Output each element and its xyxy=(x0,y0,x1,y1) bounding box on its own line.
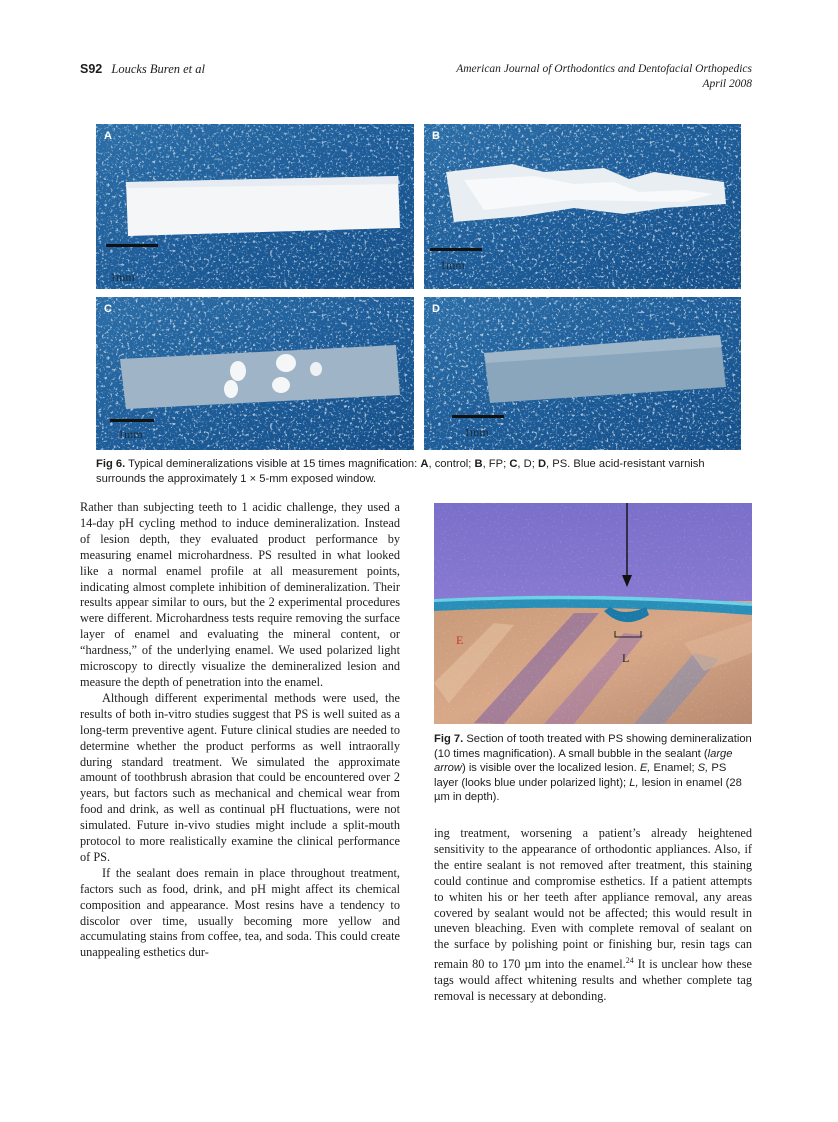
header-right xyxy=(456,62,752,92)
panel-b-letter: B xyxy=(432,130,440,142)
page-number: S92 xyxy=(80,62,103,76)
issue-date: April 2008 xyxy=(702,78,752,90)
body-column-right xyxy=(434,826,752,1005)
figure6-caption-b: B xyxy=(474,458,483,470)
figure7-label: Fig 7. xyxy=(434,733,464,745)
figure7-caption-italic-2: E, xyxy=(639,762,651,774)
figure6-caption-text-5: , PS. Blue acid-resistant varnish surrounds the approximately 1 × 5-mm exposed window. xyxy=(96,458,705,485)
header-authors: Loucks Buren et al xyxy=(111,62,205,76)
panel-c-letter: C xyxy=(104,303,112,315)
reference-superscript: 24 xyxy=(625,956,634,966)
figure7-image xyxy=(434,503,752,724)
body-column-left xyxy=(80,500,400,961)
body-paragraph: Rather than subjecting teeth to 1 acidic challenge, they used a 14-day pH cycling method to induce demineralization. Instead of lesion depth, they evaluated product performance by measuring enamel microhardness. PS resulted in what looked like a normal enamel profile at all measurement points, indicating almost complete inhibition of demineralization. Their results appear similar to ours, but the 2 experimental procedures were different. Microhardness tests require removing the surface layer of enamel and evaluating the mineral content, or “hardness,” of the underlying enamel. We used polarized light microscopy to directly visualize the demineralized lesion and measure the depth of penetration into the enamel. xyxy=(80,500,400,689)
figure7-caption-text-1: Section of tooth treated with PS showing demineralization (10 times magnification). A small bubble in the sealant ( xyxy=(434,733,752,760)
figure6-panel-a xyxy=(96,124,414,289)
panel-c-scale: 1mm xyxy=(118,427,143,441)
body-paragraph: Although different experimental methods were used, the results of both in-vitro studies suggest that PS is well suited as a long-term preventive agent. Future clinical studies are needed to determine whether the product performs as well intraorally during standard treatment. We simulated the approximate amount of toothbrush abrasion that could be encountered over 2 years, but factors such as mechanical and chemical wear from food and drink, as well as continual pH fluctuations, were not simulated. Future in-vivo studies might include a split-mouth protocol to more realistically examine the clinical performance of PS. xyxy=(80,690,400,864)
figure7-caption-italic-1: large arrow xyxy=(434,747,733,774)
figure6-caption-d: D xyxy=(537,458,547,470)
body-paragraph xyxy=(434,826,752,1005)
header-left xyxy=(80,62,205,77)
figure6-panel-d xyxy=(424,297,741,450)
figure7-caption-italic-4: L, xyxy=(629,776,639,789)
body-text-run: It is unclear how these tags would affect whitening results and whether complete tag removal is necessary at debonding. xyxy=(434,957,752,1004)
running-header xyxy=(80,60,752,94)
figure7-caption-text-5: lesion in enamel (28 µm in depth). xyxy=(434,776,742,803)
panel-d-scale: 1mm xyxy=(464,425,489,439)
panel-b-scale: 1mm xyxy=(440,258,465,272)
panel-c-image xyxy=(96,297,414,450)
figure6-caption-text-4: , D; xyxy=(517,458,538,470)
panel-a-letter: A xyxy=(104,130,112,142)
panel-d-letter: D xyxy=(432,303,440,315)
figure7-caption-text-2: ) is visible over the localized lesion. xyxy=(461,762,640,774)
figure6-caption xyxy=(96,457,742,486)
journal-title: American Journal of Orthodontics and Dentofacial Orthopedics xyxy=(456,63,752,75)
figure6-caption-a: A xyxy=(420,458,429,470)
figure7-caption xyxy=(434,732,752,805)
body-paragraph: If the sealant does remain in place throughout treatment, factors such as food, drink, and pH might affect its chemical composition and appearance. Most resins have a tendency to discolor over time, usually becoming more yellow and accumulating stains from coffee, tea, and soda. This could create unappealing esthetics dur- xyxy=(80,865,400,960)
figure6-caption-text-2: , control; xyxy=(428,458,475,470)
figure7-label-enamel: E xyxy=(456,633,464,647)
figure7-label-lesion: L xyxy=(622,651,630,665)
figure6-panel-c xyxy=(96,297,414,450)
panel-b-image xyxy=(424,124,741,289)
figure7-caption-text-3: Enamel; xyxy=(650,762,698,774)
figure7-micrograph xyxy=(434,503,752,724)
figure6-label: Fig 6. xyxy=(96,458,126,470)
figure6-panel-b xyxy=(424,124,741,289)
figure7-caption-text-4: PS layer (looks blue under polarized light); xyxy=(434,762,727,789)
panel-a-scale: 1mm xyxy=(110,270,135,284)
figure6-caption-c: C xyxy=(509,458,518,470)
figure7-caption-italic-3: S, xyxy=(697,762,709,774)
figure6-caption-text-3: , FP; xyxy=(482,458,510,470)
body-text-run: ing treatment, worsening a patient’s already heightened sensitivity to the appearance of orthodontic appliances. Also, if the entire sealant is not removed after treatment, this staining could continue and compromise esthetics. If a patient attempts to whiten his or her teeth after appliance removal, any areas covered by sealant would not be affected; this would result in uneven bleaching. Even with complete removal of sealant on the surface by polishing point or finishing bur, resin tags can remain 80 to 170 µm into the enamel. xyxy=(434,826,752,972)
panel-a-image xyxy=(96,124,414,289)
figure6-caption-text-1: Typical demineralizations visible at 15 times magnification: xyxy=(125,458,421,470)
